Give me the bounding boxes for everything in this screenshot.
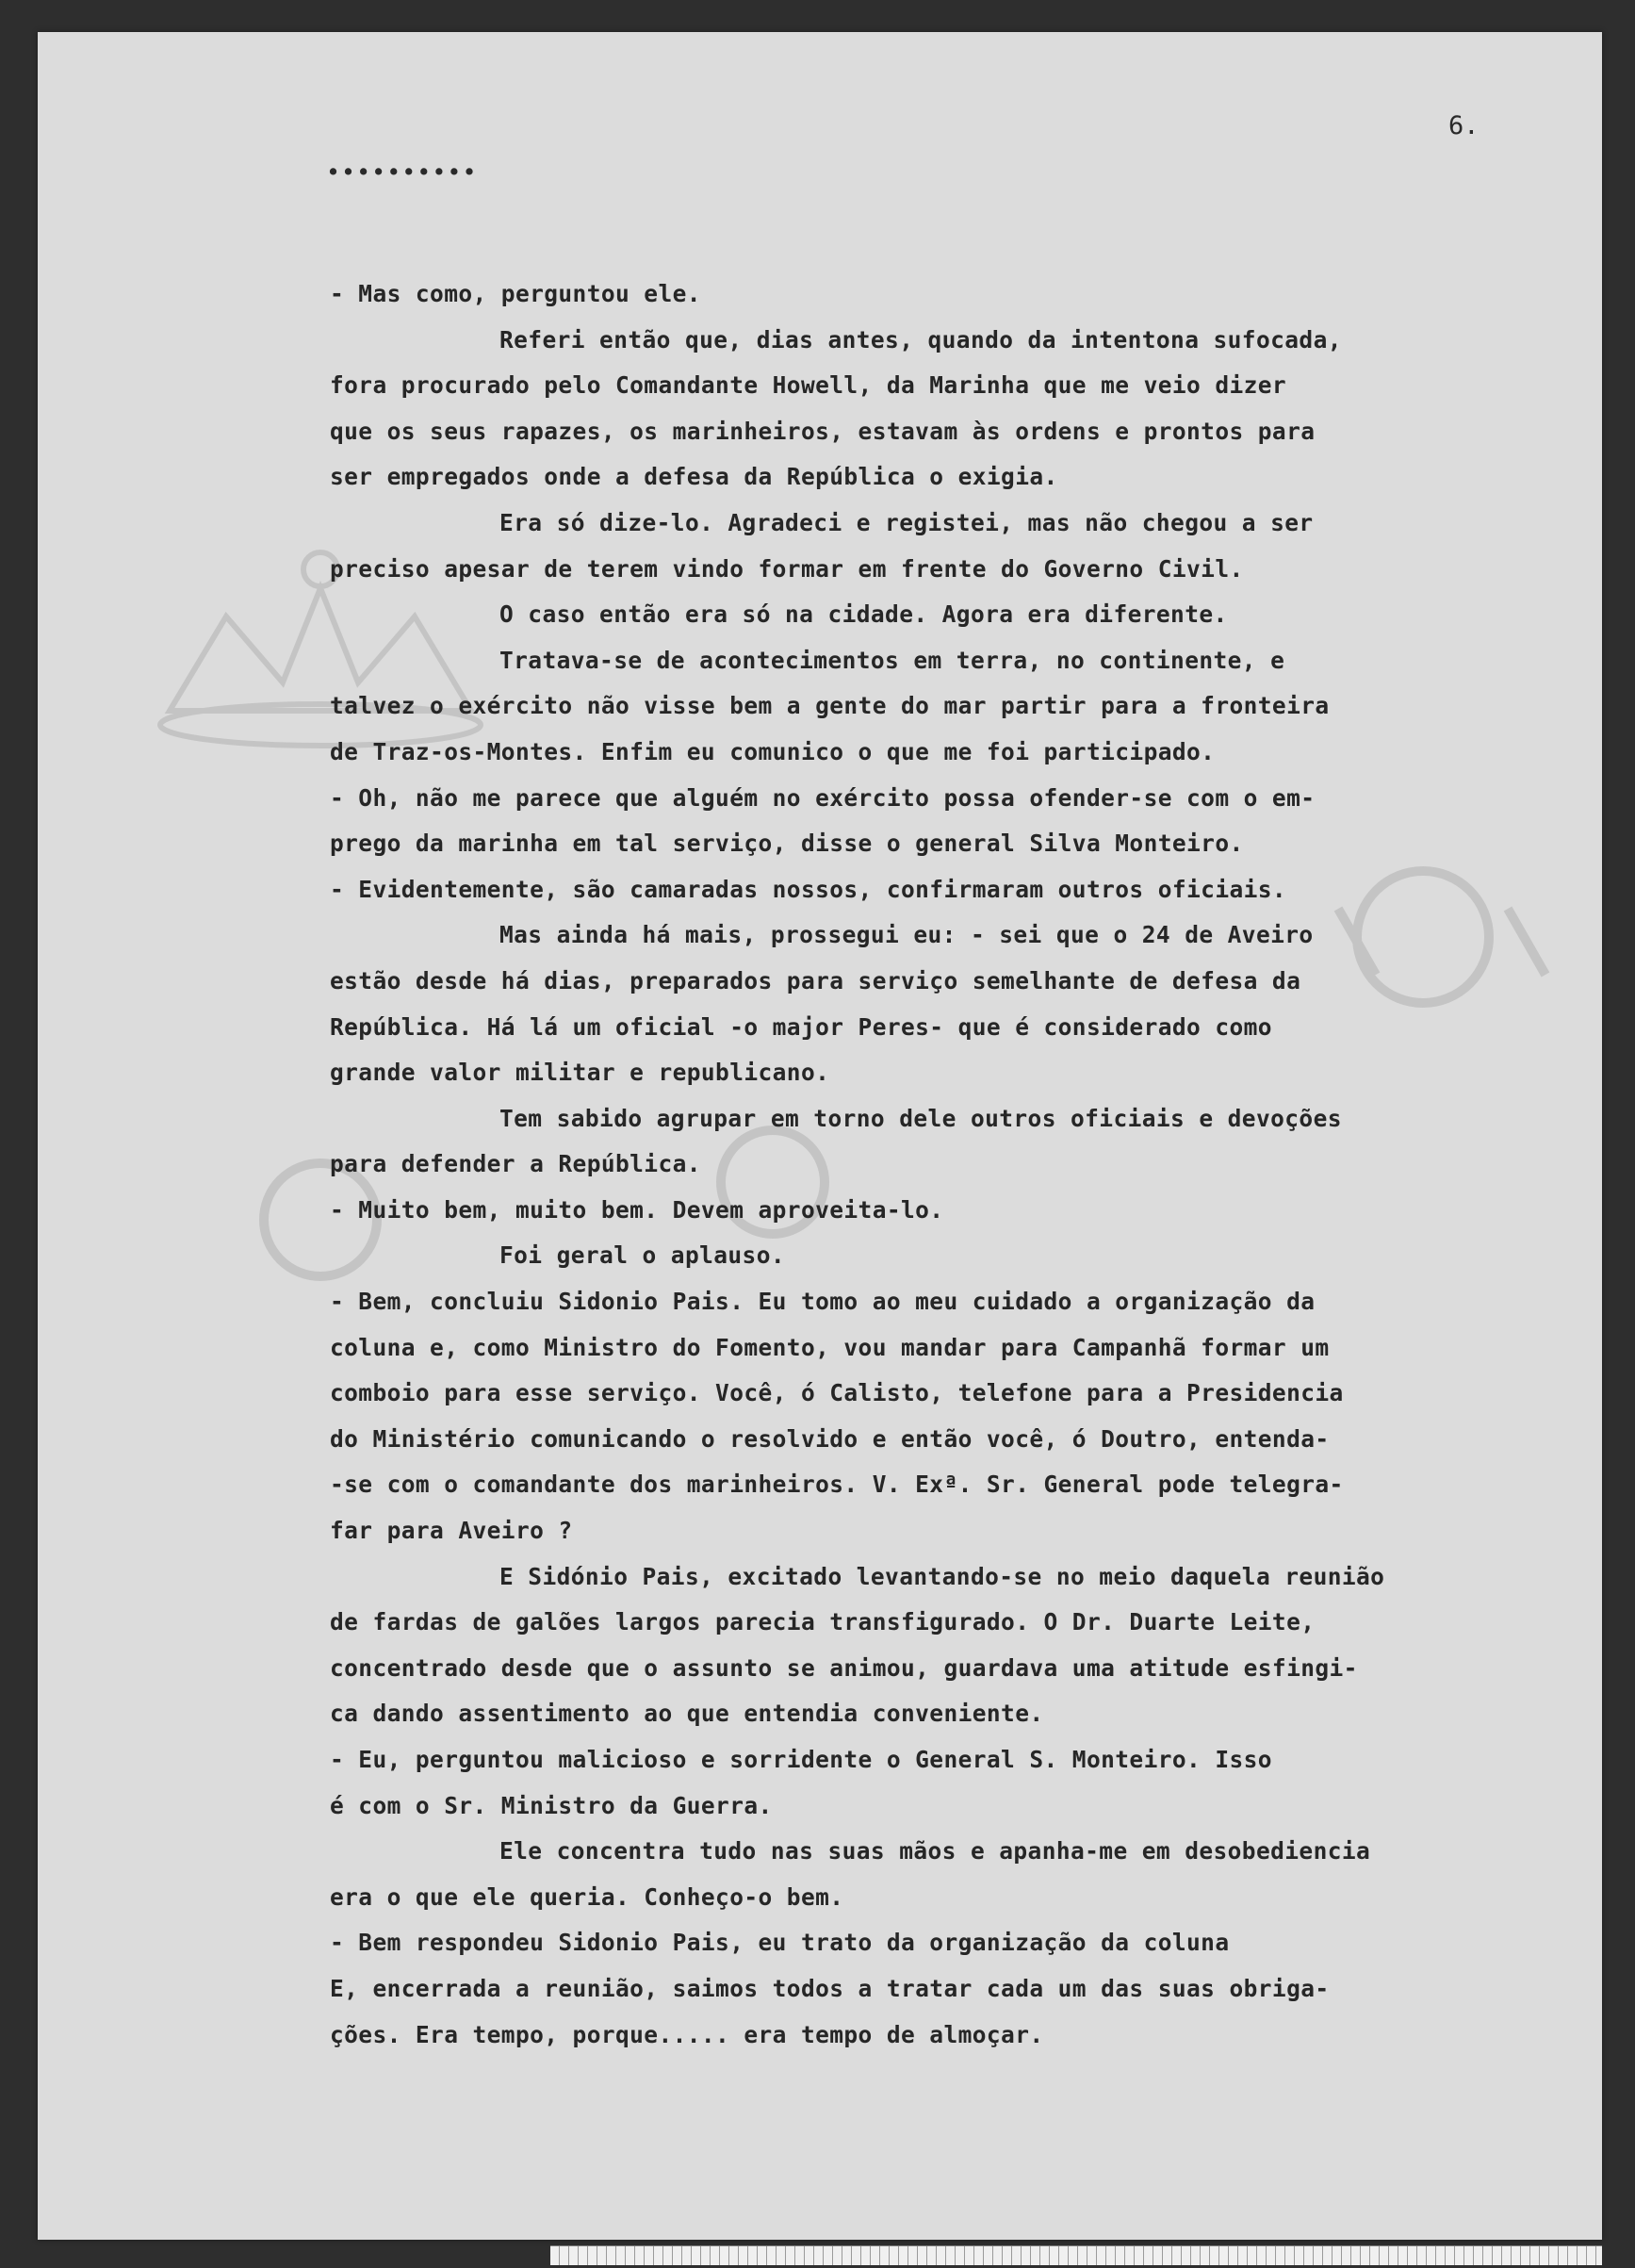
text-line: grande valor militar e republicano.: [330, 1059, 830, 1087]
text-line: E, encerrada a reunião, saimos todos a tratar cada um das suas obriga-: [330, 1974, 1330, 2002]
text-line: Tem sabido agrupar em torno dele outros oficiais e devoções: [499, 1104, 1342, 1132]
text-line: - Muito bem, muito bem. Devem aproveita-lo.: [330, 1195, 944, 1224]
text-line: - Evidentemente, são camaradas nossos, confirmaram outros oficiais.: [330, 875, 1287, 903]
text-line: ções. Era tempo, porque..... era tempo de almoçar.: [330, 2020, 1044, 2048]
text-line: O caso então era só na cidade. Agora era diferente.: [499, 600, 1228, 629]
text-line: de fardas de galões largos parecia transfigurado. O Dr. Duarte Leite,: [330, 1608, 1316, 1636]
text-line: para defender a República.: [330, 1150, 701, 1178]
page-continuation-dots: ••••••••••: [326, 158, 478, 186]
text-line: é com o Sr. Ministro da Guerra.: [330, 1791, 773, 1819]
text-line: Era só dize-lo. Agradeci e registei, mas não chegou a ser: [499, 508, 1314, 536]
text-line: prego da marinha em tal serviço, disse o general Silva Monteiro.: [330, 830, 1244, 858]
text-line: far para Aveiro ?: [330, 1517, 573, 1545]
text-line: Foi geral o aplauso.: [499, 1241, 786, 1270]
text-line: que os seus rapazes, os marinheiros, estavam às ordens e prontos para: [330, 417, 1316, 445]
text-line: coluna e, como Ministro do Fomento, vou mandar para Campanhã formar um: [330, 1333, 1330, 1361]
text-line: do Ministério comunicando o resolvido e então você, ó Doutro, entenda-: [330, 1424, 1330, 1453]
text-line: E Sidónio Pais, excitado levantando-se no meio daquela reunião: [499, 1562, 1385, 1590]
text-line: concentrado desde que o assunto se animou, guardava uma atitude esfingi-: [330, 1653, 1358, 1682]
text-line: estão desde há dias, preparados para serviço semelhante de defesa da: [330, 966, 1301, 994]
text-line: Mas ainda há mais, prossegui eu: - sei que o 24 de Aveiro: [499, 921, 1314, 949]
page-number: 6.: [1448, 111, 1480, 140]
typewritten-body: [330, 271, 1574, 2058]
text-line: ser empregados onde a defesa da República o exigia.: [330, 463, 1058, 491]
text-line: - Mas como, perguntou ele.: [330, 280, 701, 307]
text-line: de Traz-os-Montes. Enfim eu comunico o que me foi participado.: [330, 737, 1216, 765]
text-line: - Bem, concluiu Sidonio Pais. Eu tomo ao meu cuidado a organização da: [330, 1288, 1316, 1316]
text-line: Tratava-se de acontecimentos em terra, no continente, e: [499, 646, 1285, 674]
text-line: República. Há lá um oficial -o major Peres- que é considerado como: [330, 1012, 1272, 1041]
text-line: comboio para esse serviço. Você, ó Calisto, telefone para a Presidencia: [330, 1379, 1344, 1407]
text-line: - Bem respondeu Sidonio Pais, eu trato da organização da coluna: [330, 1929, 1230, 1957]
text-line: preciso apesar de terem vindo formar em frente do Governo Civil.: [330, 554, 1244, 583]
text-line: era o que ele queria. Conheço-o bem.: [330, 1882, 844, 1911]
scale-ruler: [550, 2245, 1602, 2265]
text-line: fora procurado pelo Comandante Howell, da Marinha que me veio dizer: [330, 371, 1287, 400]
text-line: - Eu, perguntou malicioso e sorridente o General S. Monteiro. Isso: [330, 1746, 1272, 1773]
text-line: ca dando assentimento ao que entendia conveniente.: [330, 1700, 1044, 1728]
text-line: Ele concentra tudo nas suas mãos e apanha-me em desobediencia: [499, 1837, 1371, 1865]
text-line: - Oh, não me parece que alguém no exército possa ofender-se com o em-: [330, 783, 1316, 812]
text-line: Referi então que, dias antes, quando da intentona sufocada,: [499, 325, 1342, 353]
text-line: talvez o exército não visse bem a gente do mar partir para a fronteira: [330, 692, 1330, 720]
document-page: [38, 32, 1602, 2240]
text-line: -se com o comandante dos marinheiros. V. Exª. Sr. General pode telegra-: [330, 1471, 1344, 1499]
